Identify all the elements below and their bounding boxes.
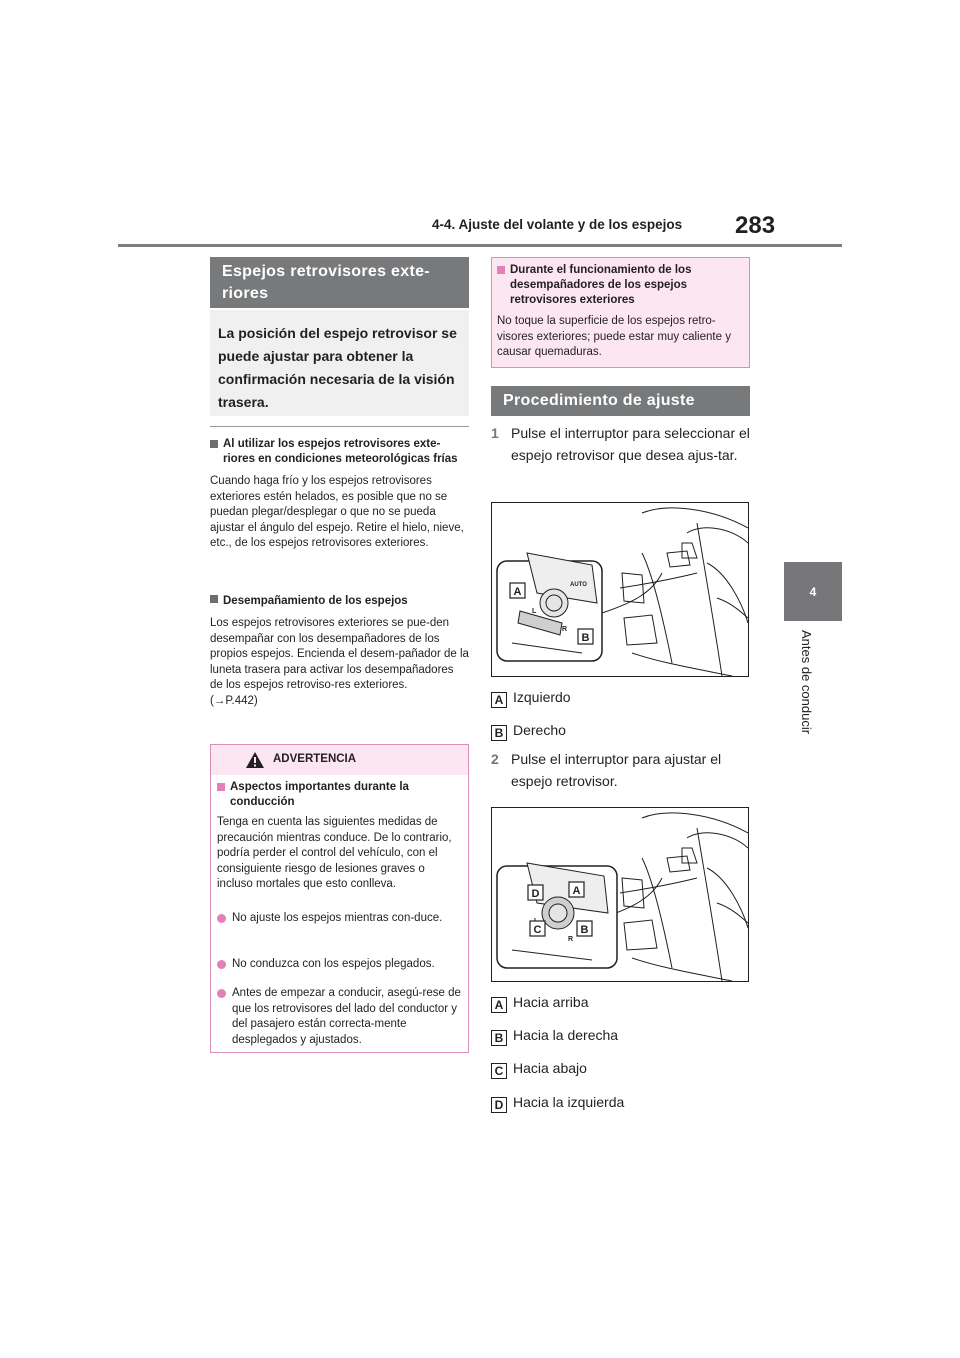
- warning-bullet: [217, 957, 461, 973]
- chapter-tab[interactable]: 4: [784, 562, 842, 621]
- legend-item: [491, 1093, 624, 1113]
- warning-bullet: [217, 911, 461, 927]
- section-lead: La posición del espejo retrovisor se puede ajustar para obtener la confirmación necesaria de la visión trasera.: [210, 310, 469, 416]
- bullet-dot-icon: [217, 960, 226, 969]
- legend-letter: A: [491, 997, 507, 1013]
- legend-item: [491, 688, 571, 708]
- square-bullet-icon: [210, 440, 218, 448]
- warning-label: ADVERTENCIA: [273, 753, 357, 765]
- legend-text: Hacia la derecha: [513, 1027, 619, 1043]
- warning-text: Tenga en cuenta las siguientes medidas de precaución mientras conduce. De lo contrario, podría perder el control del vehículo, con el consiguiente riesgo de lesiones graves o incluso mortales que esto conlleva.: [217, 816, 452, 890]
- legend-letter: D: [491, 1097, 507, 1113]
- figure-adjust-mirror: [491, 807, 749, 982]
- warning-body: [211, 775, 468, 1052]
- warning-heading-text: Aspectos importantes durante la conducción: [230, 781, 409, 808]
- warning-bullet-text: No ajuste los espejos mientras con-duce.: [232, 912, 443, 924]
- mirror-adjust-illustration: [492, 808, 748, 981]
- cold-weather-text: Cuando haga frío y los espejos retrovisores exteriores estén helados, es posible que no se puedan plegar/desplegar o que no se pueda ajustar el ángulo del espejo. Retire el hielo, nieve, etc., de los espejos retrovisores exteriores.: [210, 475, 464, 549]
- legend-text: Izquierdo: [513, 689, 571, 705]
- warning-header: [211, 745, 468, 775]
- caution-heading-text: Durante el funcionamiento de los desempañadores de los espejos retrovisores exteriores: [510, 264, 692, 306]
- auto-label: AUTO: [570, 582, 587, 588]
- step-1: [491, 422, 753, 466]
- l-label: L: [532, 608, 537, 615]
- divider: [210, 426, 469, 427]
- warning-heading: [217, 780, 461, 810]
- cold-weather-heading: [210, 437, 469, 467]
- running-header: 4-4. Ajuste del volante y de los espejos: [432, 217, 683, 232]
- callout-c: C: [533, 924, 542, 936]
- r-label: R: [562, 626, 568, 633]
- defog-heading: [210, 594, 469, 609]
- callout-b: B: [580, 924, 589, 936]
- step-number: 2: [491, 751, 499, 767]
- warning-bullet-text: Antes de empezar a conducir, asegú-rese de que los retrovisores del lado del conductor y del pasajero están correcta-mente desplegados y ajustados.: [232, 987, 461, 1046]
- callout-b: B: [581, 632, 590, 644]
- legend-letter: A: [491, 692, 507, 708]
- warning-bullet: [217, 986, 461, 1048]
- page-reference[interactable]: (→P.442): [210, 694, 258, 707]
- legend-item: [491, 1059, 587, 1079]
- square-bullet-icon: [210, 595, 218, 603]
- page-number: 283: [735, 212, 776, 239]
- warning-box: [210, 744, 469, 1053]
- step-text: Pulse el interruptor para seleccionar el espejo retrovisor que desea ajus-tar.: [511, 425, 750, 463]
- step-2: [491, 748, 753, 792]
- legend-text: Hacia arriba: [513, 994, 589, 1010]
- step-number: 1: [491, 425, 499, 441]
- square-bullet-icon: [497, 266, 505, 274]
- defog-block: [210, 594, 469, 709]
- legend-item: [491, 1026, 618, 1046]
- section-title-exterior-mirrors: Espejos retrovisores exte-riores: [210, 257, 469, 308]
- caution-text: No toque la superficie de los espejos retro-visores exteriores; puede estar muy caliente y causar quemaduras.: [497, 315, 731, 358]
- r-label: R: [568, 936, 574, 943]
- callout-d: D: [531, 888, 540, 900]
- caution-box: [491, 257, 750, 368]
- legend-letter: B: [491, 1030, 507, 1046]
- warning-bullet-text: No conduzca con los espejos plegados.: [232, 958, 435, 970]
- square-bullet-icon: [217, 783, 225, 791]
- warning-icon: [245, 751, 265, 769]
- legend-item: [491, 721, 566, 741]
- legend-letter: C: [491, 1063, 507, 1079]
- figure-select-mirror: [491, 502, 749, 677]
- mirror-switch-illustration: [492, 503, 748, 676]
- cold-weather-block: [210, 437, 469, 552]
- callout-a: A: [513, 586, 522, 598]
- section-title-procedure: Procedimiento de ajuste: [491, 386, 750, 416]
- legend-text: Hacia la izquierda: [513, 1094, 625, 1110]
- bullet-dot-icon: [217, 914, 226, 923]
- legend-item: [491, 993, 588, 1013]
- bullet-dot-icon: [217, 989, 226, 998]
- step-text: Pulse el interruptor para ajustar el espejo retrovisor.: [511, 751, 722, 789]
- header-rule: [118, 244, 842, 247]
- legend-text: Hacia abajo: [513, 1060, 587, 1076]
- caution-heading: [497, 263, 742, 308]
- legend-letter: B: [491, 725, 507, 741]
- chapter-side-label: [800, 630, 814, 750]
- callout-a: A: [572, 885, 581, 897]
- defog-heading-text: Desempañamiento de los espejos: [223, 595, 408, 607]
- cold-weather-heading-text: Al utilizar los espejos retrovisores exte-riores en condiciones meteorológicas frías: [223, 438, 458, 465]
- chapter-title: Antes de conducir: [799, 630, 814, 735]
- defog-text: Los espejos retrovisores exteriores se pue-den desempañar con los desempañadores de los propios espejos. Encienda el desem-pañador de la luneta trasera para activar los desempañadores de los espejos retroviso-res exteriores.: [210, 617, 469, 691]
- legend-text: Derecho: [513, 722, 566, 738]
